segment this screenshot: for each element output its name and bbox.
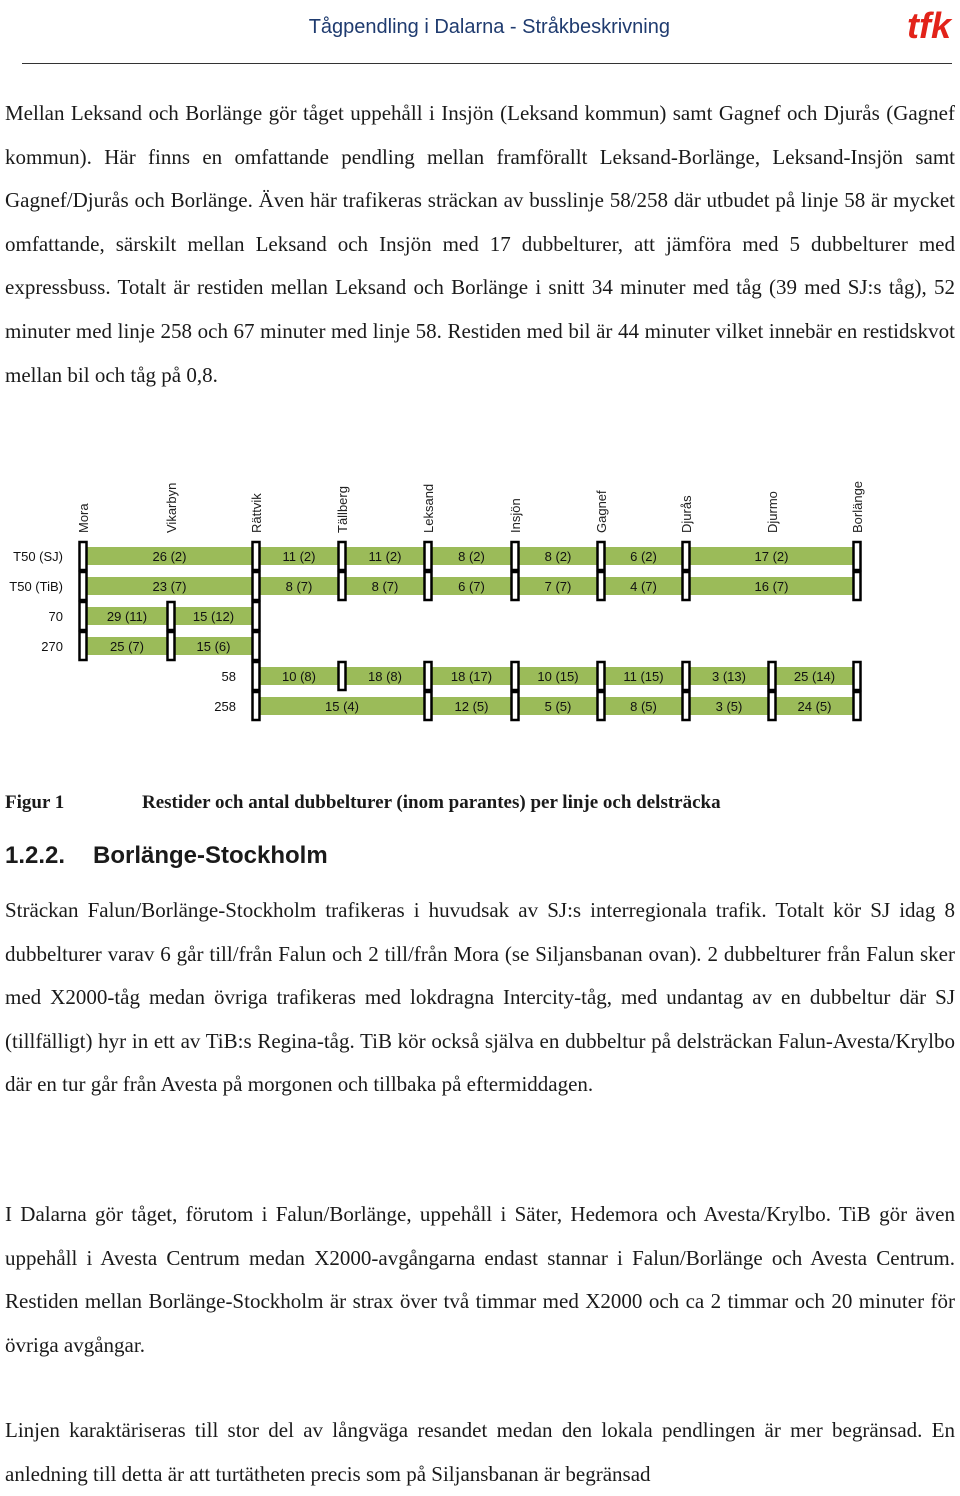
stop-marker <box>425 692 432 720</box>
station-label: Djurmo <box>765 491 780 533</box>
segment-label: 6 (7) <box>458 579 485 594</box>
segment-label: 11 (2) <box>368 549 402 564</box>
segment-label: 10 (15) <box>537 669 579 684</box>
station-label: Djurås <box>679 495 694 533</box>
stop-marker <box>598 662 605 690</box>
route-row <box>214 692 860 720</box>
stop-marker <box>854 692 861 720</box>
segment-label: 8 (2) <box>458 549 485 564</box>
segment-label: 11 (15) <box>623 669 664 684</box>
segment-label: 3 (13) <box>712 669 746 684</box>
stop-marker <box>683 572 690 600</box>
stop-marker <box>598 692 605 720</box>
segment-label: 8 (5) <box>630 699 657 714</box>
route-row <box>222 662 861 690</box>
segment-label: 24 (5) <box>797 699 832 714</box>
stop-marker <box>512 692 519 720</box>
header-divider <box>22 63 952 64</box>
station-label: Borlänge <box>850 480 865 533</box>
route-label: 258 <box>214 699 236 714</box>
paragraph-line-character: Linjen karaktäriseras till stor del av långväga resandet medan den lokala pendlingen är mer begränsad. En anledning till detta är att turtätheten precis som på Siljansbanan är begränsad <box>5 1418 955 1486</box>
segment-label: 8 (7) <box>285 579 313 594</box>
stop-marker <box>512 662 519 690</box>
stop-marker <box>854 572 861 600</box>
route-row <box>9 572 860 600</box>
segment-label: 3 (5) <box>715 699 743 714</box>
stop-marker <box>769 692 776 720</box>
station-label: Gagnef <box>594 490 609 533</box>
stop-marker <box>80 602 87 630</box>
route-row <box>13 542 860 570</box>
stop-marker <box>339 572 346 600</box>
stop-marker <box>854 542 861 570</box>
stop-marker <box>253 602 260 630</box>
tfk-logo <box>905 4 960 44</box>
paragraph-dalarna-stops: I Dalarna gör tåget, förutom i Falun/Borlänge, uppehåll i Säter, Hedemora och Avesta/Krylbo. TiB gör även uppehåll i Avesta Centrum medan X2000-avgångarna endast stannar i Falun/Borlänge och Avesta Centrum. Restiden mellan Borlänge-Stockholm är strax över två timmar med X2000 och ca 2 timmar och 20 minuter för övriga avgångar. <box>5 1202 955 1357</box>
segment-label: 23 (7) <box>152 579 187 594</box>
route-row <box>49 602 260 630</box>
segment-label: 16 (7) <box>754 579 789 594</box>
segment-label: 17 (2) <box>754 549 789 564</box>
figure-label: Figur 1 <box>5 792 65 813</box>
stop-marker <box>80 542 87 570</box>
segment-label: 5 (5) <box>544 699 572 714</box>
route-label: 70 <box>48 609 63 624</box>
stop-marker <box>253 542 260 570</box>
stop-marker <box>598 572 605 600</box>
segment-label: 10 (8) <box>282 669 316 684</box>
stop-marker <box>425 542 432 570</box>
route-label: 58 <box>221 669 236 684</box>
stop-marker <box>80 572 87 600</box>
stop-marker <box>253 572 260 600</box>
station-label: Vikarbyn <box>164 482 179 533</box>
stop-marker <box>339 662 346 690</box>
stop-marker <box>598 542 605 570</box>
segment-label: 7 (7) <box>544 579 572 594</box>
segment-label: 6 (2) <box>630 549 657 564</box>
route-label: T50 (SJ) <box>13 549 63 564</box>
stop-marker <box>253 632 260 660</box>
station-label: Insjön <box>508 498 523 533</box>
paragraph-leksand-borlange: Mellan Leksand och Borlänge gör tåget uppehåll i Insjön (Leksand kommun) samt Gagnef och Djurås (Gagnef kommun). Här finns en omfattande pendling mellan framförallt Leksand-Borlänge, Leksand-Insjön samt Gagnef/Djurås och Borlänge. Även här trafikeras sträckan av busslinje 58/258 där utbudet på linje 58 är mycket omfattande, särskilt mellan Leksand och Insjön med 17 dubbelturer, att jämföra med 5 dubbelturer med expressbuss. Totalt är restiden mellan Leksand och Borlänge i snitt 34 minuter med tåg (39 med SJ:s tåg), 52 minuter med linje 258 och 67 minuter med linje 58. Restiden med bil är 44 minuter vilket innebär en restidskvot mellan bil och tåg på 0,8. <box>5 101 955 387</box>
segment-label: 25 (14) <box>793 669 836 684</box>
section-heading <box>5 842 328 870</box>
station-label: Rättvik <box>249 493 264 533</box>
segment-label: 11 (2) <box>282 549 316 564</box>
segment-label: 8 (7) <box>371 579 399 594</box>
route-label: 270 <box>41 639 63 654</box>
logo-text: tfk <box>907 5 951 44</box>
segment-label: 12 (5) <box>454 699 489 714</box>
station-label: Tällberg <box>335 486 350 533</box>
stop-marker <box>683 662 690 690</box>
section-number: 1.2.2. <box>5 842 66 869</box>
route-label: T50 (TiB) <box>9 579 63 594</box>
segment-label: 15 (12) <box>192 609 235 624</box>
stop-marker <box>854 662 861 690</box>
stop-marker <box>80 632 87 660</box>
figure-caption-text: Restider och antal dubbelturer (inom parantes) per linje och delsträcka <box>142 792 721 813</box>
stop-marker <box>339 542 346 570</box>
segment-label: 15 (4) <box>325 699 359 714</box>
route-row <box>41 632 259 660</box>
route-diagram <box>0 460 960 760</box>
segment-label: 8 (2) <box>544 549 572 564</box>
segment-label: 18 (17) <box>450 669 493 684</box>
stop-marker <box>253 692 260 720</box>
station-label: Leksand <box>421 483 436 533</box>
segment-label: 15 (6) <box>196 639 231 654</box>
segment-label: 18 (8) <box>368 669 402 684</box>
segment-label: 25 (7) <box>110 639 144 654</box>
section-title: Borlänge-Stockholm <box>93 842 328 869</box>
stop-marker <box>425 572 432 600</box>
segment-label: 29 (11) <box>106 609 148 624</box>
segment-label: 26 (2) <box>152 549 187 564</box>
paragraph-falun-stockholm: Sträckan Falun/Borlänge-Stockholm trafikeras i huvudsak av SJ:s interregionala trafik. Totalt kör SJ idag 8 dubbelturer varav 6 går till/från Falun och 2 till/från Mora (se Siljansbanan ovan). 2 dubbelturer från Falun sker med X2000-tåg medan övriga trafikeras med lokdragna Intercity-tåg, med undantag av en dubbeltur där SJ (tillfälligt) hyr in ett av TiB:s Regina-tåg. TiB kör också själva en dubbeltur på delsträckan Falun-Avesta/Krylbo där en tur går från Avesta på morgonen och tillbaka på eftermiddagen. <box>5 898 955 1097</box>
stop-marker <box>683 692 690 720</box>
stop-marker <box>769 662 776 690</box>
header-title: Tågpendling i Dalarna - Stråkbeskrivning <box>308 16 670 38</box>
stop-marker <box>168 632 175 660</box>
stop-marker <box>253 662 260 690</box>
stop-marker <box>512 542 519 570</box>
stop-marker <box>683 542 690 570</box>
stop-marker <box>168 602 175 630</box>
station-label: Mora <box>76 503 91 533</box>
stop-marker <box>512 572 519 600</box>
stop-marker <box>425 662 432 690</box>
segment-label: 4 (7) <box>630 579 657 594</box>
